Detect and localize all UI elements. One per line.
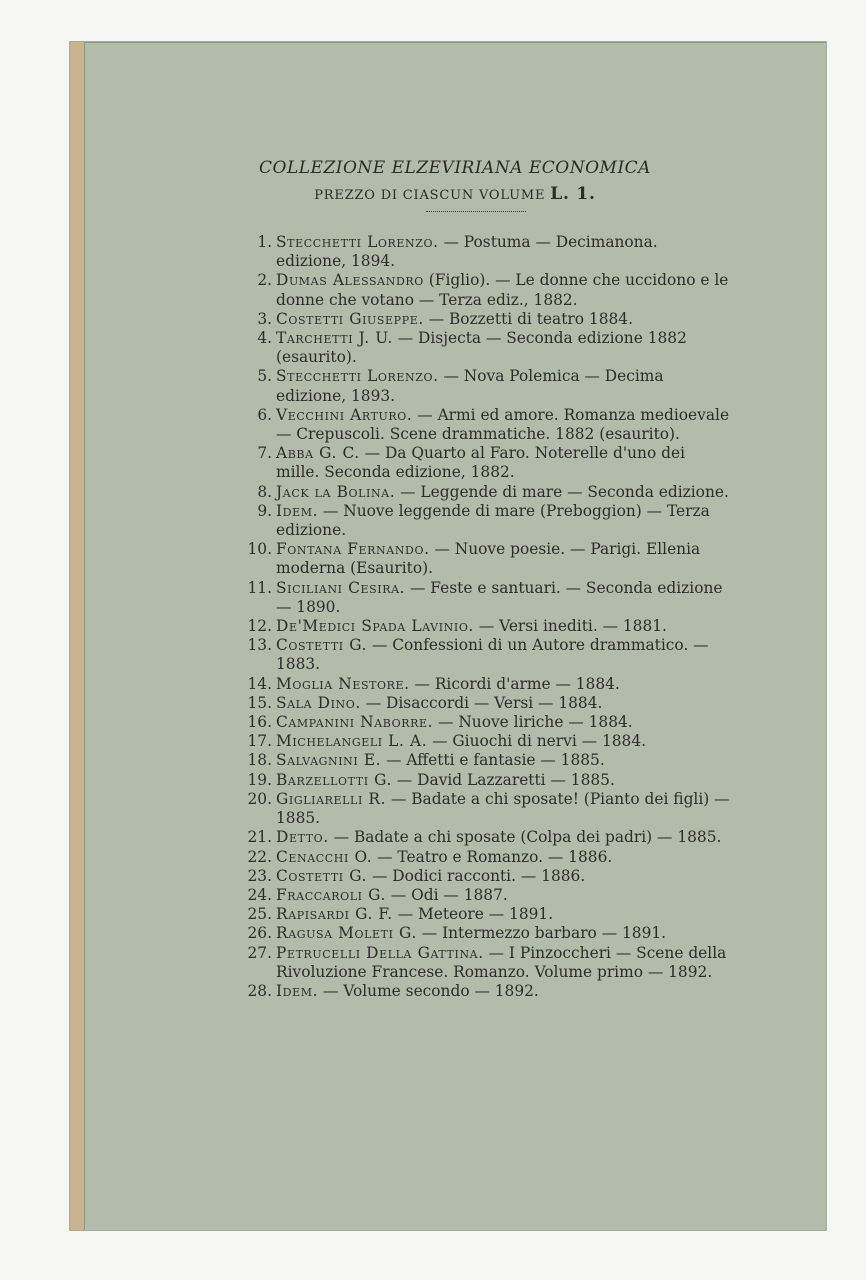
price-value: L. 1.: [550, 184, 596, 204]
entry-number: 16.: [247, 713, 272, 732]
entry-author: Stecchetti Lorenzo.: [276, 233, 439, 251]
volume-entry: [228, 905, 730, 924]
volume-entry: [228, 713, 730, 732]
entry-title: — Disjecta — Seconda edizione 1882 (esaurito).: [276, 329, 687, 367]
entry-number: 23.: [247, 866, 272, 885]
volume-entry: [228, 310, 730, 329]
volume-entry: [228, 502, 730, 540]
entry-number: 13.: [247, 636, 272, 655]
entry-title: — Volume secondo — 1892.: [318, 981, 539, 1000]
entry-title: — Disaccordi — Versi — 1884.: [360, 693, 603, 712]
volume-entry: [228, 944, 730, 982]
entry-author: Stecchetti Lorenzo.: [276, 367, 439, 386]
volume-entry: [228, 636, 730, 674]
entry-author: Costetti G.: [276, 866, 368, 885]
entry-number: 17.: [247, 732, 272, 751]
entry-title: — I Pinzoccheri — Scene della Rivoluzione Francese. Romanzo. Volume primo — 1892.: [276, 943, 727, 981]
entry-author: Abba G. C.: [276, 444, 360, 463]
entry-title: — Nuove liriche — 1884.: [433, 713, 633, 732]
entry-title: — Affetti e fantasie — 1885.: [381, 751, 605, 770]
volume-entry: [228, 886, 730, 905]
volume-entry: [228, 848, 730, 867]
entry-number: 27.: [247, 943, 272, 962]
entry-number: 6.: [257, 405, 272, 424]
collection-title: COLLEZIONE ELZEVIRIANA ECONOMICA: [259, 158, 651, 178]
volume-entry: [228, 924, 730, 943]
volume-entry: [228, 675, 730, 694]
volume-entry: [228, 540, 730, 578]
volume-entry: [228, 694, 730, 713]
entry-number: 20.: [247, 789, 272, 808]
entry-author: Gigliarelli R.: [276, 789, 387, 808]
entry-number: 8.: [257, 482, 272, 501]
entry-number: 10.: [247, 540, 272, 559]
entry-title: — Nova Polemica — Decima edizione, 1893.: [276, 367, 664, 405]
volume-entry: [228, 579, 730, 617]
entry-title: — Teatro e Romanzo. — 1886.: [372, 847, 613, 866]
entry-title: — Confessioni di un Autore drammatico. — 1883.: [276, 636, 709, 674]
entry-author: Cenacchi O.: [276, 847, 373, 866]
price-line: [84, 184, 826, 204]
entry-author: Campanini Naborre.: [276, 713, 434, 732]
entry-author: Detto.: [276, 828, 329, 847]
entry-author: Costetti G.: [276, 636, 368, 655]
entry-title: — Postuma — Decimanona. edizione, 1894.: [276, 233, 658, 271]
volume-entry: [228, 751, 730, 770]
entry-author: Tarchetti J. U.: [276, 329, 393, 348]
volume-entry: [228, 271, 730, 309]
entry-author: Rapisardi G. F.: [276, 905, 393, 924]
entry-number: 25.: [247, 905, 272, 924]
book-back-cover: [70, 42, 826, 1230]
entry-number: 3.: [257, 309, 272, 328]
entry-number: 2.: [257, 271, 272, 290]
volume-entry: [228, 828, 730, 847]
entry-title: — David Lazzaretti — 1885.: [392, 770, 615, 789]
entry-author: Jack la Bolina.: [276, 482, 396, 501]
entry-number: 14.: [247, 674, 272, 693]
entry-title: — Leggende di mare — Seconda edizione.: [395, 482, 729, 501]
volume-entry: [228, 406, 730, 444]
entry-number: 21.: [247, 828, 272, 847]
entry-title: — Meteore — 1891.: [392, 905, 554, 924]
entry-author: Michelangeli L. A.: [276, 732, 428, 751]
entry-title: (Figlio). — Le donne che uccidono e le donne che votano — Terza ediz., 1882.: [276, 271, 729, 309]
entry-author: Ragusa Moleti G.: [276, 924, 417, 943]
volume-list: [228, 233, 730, 1001]
volume-entry: [228, 771, 730, 790]
entry-title: — Giuochi di nervi — 1884.: [427, 732, 647, 751]
entry-author: Fraccaroli G.: [276, 885, 386, 904]
entry-author: Petrucelli Della Gattina.: [276, 943, 484, 962]
entry-number: 11.: [247, 578, 272, 597]
entry-title: — Dodici racconti. — 1886.: [367, 866, 586, 885]
entry-author: Costetti Giuseppe.: [276, 309, 424, 328]
entry-number: 5.: [257, 367, 272, 386]
volume-entry: [228, 444, 730, 482]
entry-title: — Nuove poesie. — Parigi. Ellenia moderna (Esaurito).: [276, 540, 701, 578]
price-label: PREZZO DI CIASCUN VOLUME: [314, 188, 546, 203]
entry-author: Dumas Alessandro: [276, 271, 424, 290]
volume-entry: [228, 233, 730, 271]
entry-number: 7.: [257, 444, 272, 463]
entry-number: 22.: [247, 847, 272, 866]
entry-number: 15.: [247, 693, 272, 712]
volume-entry: [228, 790, 730, 828]
entry-author: Sala Dino.: [276, 693, 361, 712]
entry-title: — Odi — 1887.: [385, 885, 508, 904]
entry-author: Siciliani Cesira.: [276, 578, 406, 597]
entry-number: 24.: [247, 885, 272, 904]
entry-title: — Ricordi d'arme — 1884.: [409, 674, 620, 693]
volume-entry: [228, 732, 730, 751]
dotted-divider: [426, 211, 526, 212]
entry-author: Fontana Fernando.: [276, 540, 430, 559]
cover-content: [84, 42, 826, 1230]
entry-number: 1.: [257, 233, 272, 251]
volume-entry: [228, 867, 730, 886]
volume-entry: [228, 982, 730, 1001]
entry-title: — Feste e santuari. — Seconda edizione — 1890.: [276, 578, 723, 616]
entry-title: — Intermezzo barbaro — 1891.: [416, 924, 667, 943]
entry-number: 4.: [257, 329, 272, 348]
volume-entry: [228, 617, 730, 636]
volume-entry: [228, 329, 730, 367]
entry-title: — Nuove leggende di mare (Preboggion) — Terza edizione.: [276, 501, 710, 540]
entry-number: 28.: [247, 981, 272, 1000]
entry-title: — Armi ed amore. Romanza medioevale — Crepuscoli. Scene drammatiche. 1882 (esaurito).: [276, 405, 730, 444]
entry-number: 19.: [247, 770, 272, 789]
entry-number: 9.: [257, 501, 272, 520]
entry-title: — Badate a chi sposate! (Pianto dei figli) — 1885.: [276, 789, 730, 828]
entry-number: 18.: [247, 751, 272, 770]
volume-entry: [228, 483, 730, 502]
entry-author: De'Medici Spada Lavinio.: [276, 617, 474, 636]
entry-author: Moglia Nestore.: [276, 674, 410, 693]
entry-author: Vecchini Arturo.: [276, 405, 413, 424]
entry-title: — Versi inediti. — 1881.: [473, 617, 667, 636]
entry-number: 26.: [247, 924, 272, 943]
entry-title: — Da Quarto al Faro. Noterelle d'uno dei mille. Seconda edizione, 1882.: [276, 444, 685, 482]
volume-entry: [228, 367, 730, 405]
entry-author: Salvagnini E.: [276, 751, 382, 770]
entry-author: Idem.: [276, 981, 319, 1000]
entry-title: — Badate a chi sposate (Colpa dei padri) — 1885.: [328, 828, 722, 847]
entry-number: 12.: [247, 617, 272, 636]
entry-author: Barzellotti G.: [276, 770, 392, 789]
entry-title: — Bozzetti di teatro 1884.: [423, 309, 633, 328]
entry-author: Idem.: [276, 501, 319, 520]
